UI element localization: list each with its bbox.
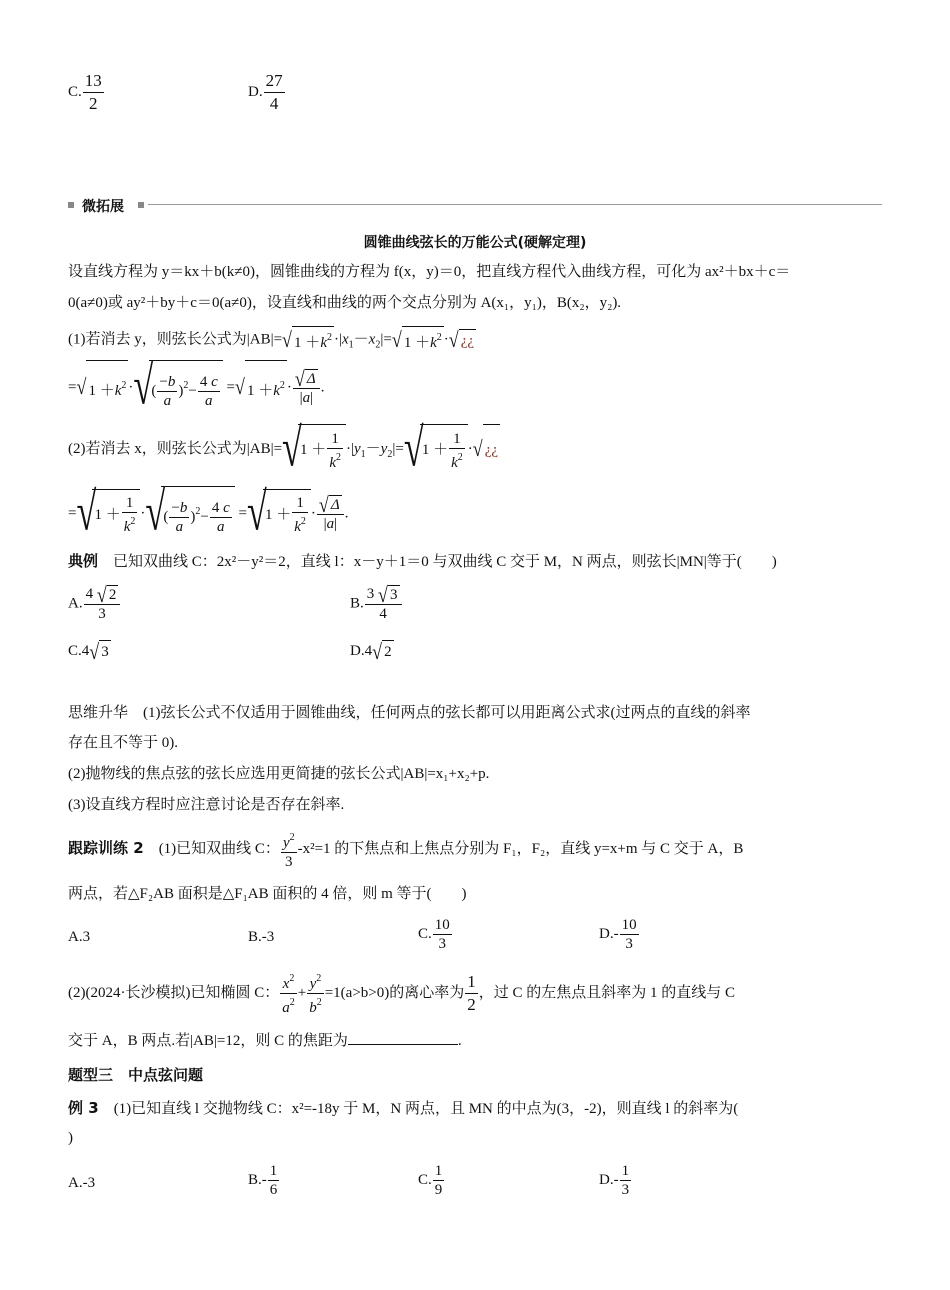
summary-line-1: 思维升华 (1)弦长公式不仅适用于圆锥曲线，任何两点的弦长都可以用距离公式求(过两点的直线的斜率 xyxy=(68,705,751,721)
square-bullet-icon xyxy=(138,202,144,208)
practice-q2-line-1: (2)(2024·长沙模拟)已知椭圆 C： $\frac{x^2}{a^2}$ + $\frac{y^2}{b^2}$ =1(a>b>0)的离心率为 $\frac{1}{2}$ ，过 C 的左焦点且斜率为 1 的直线与 C xyxy=(68,972,735,1016)
example3-option-a: A.-3 xyxy=(68,1175,96,1191)
example3-line-2: ) xyxy=(68,1130,73,1146)
formula-1-expansion: =√ $1 +k^2$ ·√ ( $\frac{-b}{a}$ )$^2$− $\frac{4 c}{a}$ =√ $1 +k^2$ · √ $\frac{\Delta}{|a|}$ . xyxy=(68,360,324,416)
example3-option-b: B.- $\frac{1}{6}$ xyxy=(248,1163,278,1198)
section-header xyxy=(68,196,882,216)
formula-2: (2)若消去 x，则弦长公式为|AB|=√ 1 ＋ $\frac{1}{k^2}$ $\cdot|y_1-y_2|=√$ 1 ＋ $\frac{1}{k^2}$ ·√ ¿¿ xyxy=(68,424,500,480)
option-d: D. $\frac{27}{4}$ xyxy=(248,71,283,113)
practice-option-d: D.- $\frac{10}{3}$ xyxy=(599,917,637,952)
example3-option-c: C. $\frac{1}{9}$ xyxy=(418,1163,443,1198)
summary-line-3: (2)抛物线的焦点弦的弦长应选用更简捷的弦长公式|AB|=x₁+x₂+p. xyxy=(68,766,490,782)
practice-option-b: B.-3 xyxy=(248,929,275,945)
formula-2-expansion: =√ 1 ＋ $\frac{1}{k^2}$ ·√ ( $\frac{-b}{a}$ )$^2$− $\frac{4 c}{a}$ =√ 1 ＋ $\frac{1}{k^2}$ · √ $\frac{\Delta}{|a|}$ . xyxy=(68,486,348,542)
example-option-b: B. $\frac{3 √ 3}{4}$ xyxy=(350,585,403,623)
practice-q2-line-2: 交于 A，B 两点.若|AB|=12，则 C 的焦距为 . xyxy=(68,1033,462,1049)
practice-option-c: C. $\frac{10}{3}$ xyxy=(418,917,450,952)
practice-q1-line-2: 两点，若△F₂AB 面积是△F₁AB 面积的 4 倍，则 m 等于( ) xyxy=(68,886,467,902)
intro-line-1: 设直线方程为 y＝kx＋b(k≠0)，圆锥曲线的方程为 f(x，y)＝0，把直线方程代入曲线方程，可化为 ax²＋bx＋c＝ xyxy=(68,264,791,280)
option-c: C. $\frac{13}{2}$ xyxy=(68,71,102,113)
section-title: 微拓展 xyxy=(82,199,124,215)
summary-line-4: (3)设直线方程时应注意讨论是否存在斜率. xyxy=(68,797,345,813)
example-option-d: D.4√ 2 xyxy=(350,640,394,663)
example-option-c: C.4√ 3 xyxy=(68,640,111,663)
formula-glitch: ¿¿ xyxy=(483,424,500,475)
formula-glitch: ¿¿ xyxy=(459,329,476,352)
example-question: 典例 已知双曲线 C：2x²－y²＝2，直线 l：x－y＋1＝0 与双曲线 C 交于 M，N 两点，则弦长|MN|等于( ) xyxy=(68,552,777,570)
type3-title: 题型三 中点弦问题 xyxy=(68,1066,204,1084)
practice-q1-line-1: 跟踪训练 2 (1)已知双曲线 C： $\frac{y^2}{3}$ -x²=1 的下焦点和上焦点分别为 F₁，F₂，直线 y=x+m 与 C 交于 A，B xyxy=(68,826,743,871)
formula-1: (1)若消去 y，则弦长公式为|AB|=√ $1 +k^2 \cdot|x_1-x_2|=√$ $1 +k^2$ ·√ ¿¿ xyxy=(68,326,476,356)
divider xyxy=(148,204,882,205)
example3-option-d: D.- $\frac{1}{3}$ xyxy=(599,1163,630,1198)
summary-line-2: 存在且不等于 0). xyxy=(68,735,178,751)
answer-blank[interactable] xyxy=(348,1044,458,1045)
intro-line-2: 0(a≠0)或 ay²＋by＋c＝0(a≠0)，设直线和曲线的两个交点分别为 A(x₁，y₁)，B(x₂，y₂). xyxy=(68,295,622,311)
section-heading: 圆锥曲线弦长的万能公式(硬解定理) xyxy=(363,235,587,251)
practice-option-a: A.3 xyxy=(68,929,91,945)
square-bullet-icon xyxy=(68,202,74,208)
example-option-a: A. $\frac{4 √ 2}{3}$ xyxy=(68,585,121,623)
example3-line-1: 例 3 (1)已知直线 l 交抛物线 C：x²=-18y 于 M，N 两点，且 MN 的中点为(3，-2)，则直线 l 的斜率为( xyxy=(68,1099,739,1117)
